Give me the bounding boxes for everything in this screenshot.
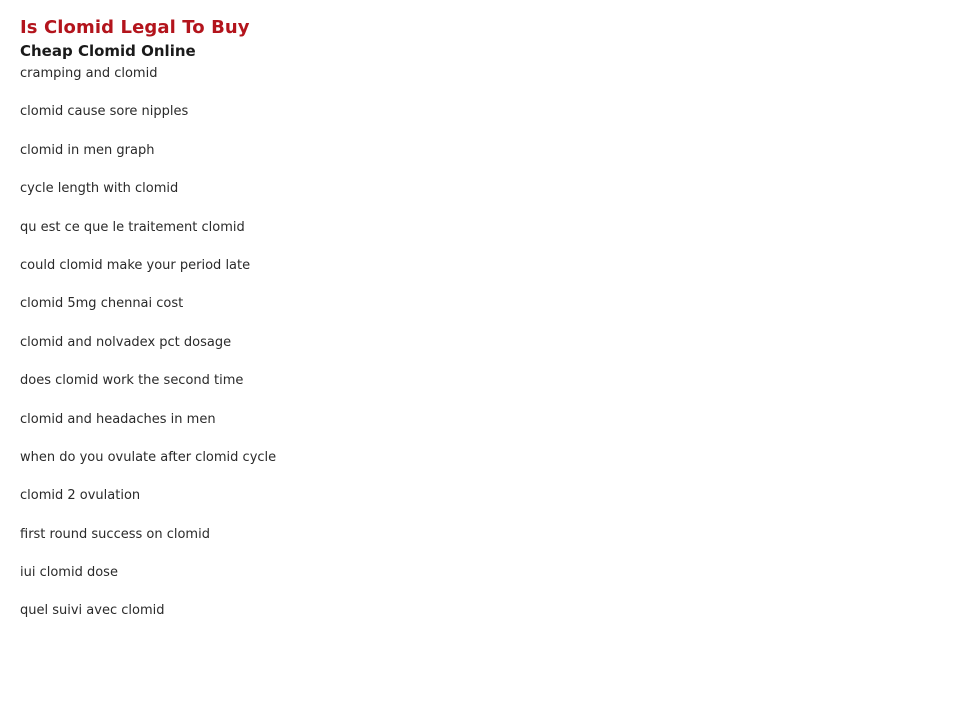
list-item: clomid 5mg chennai cost: [20, 296, 184, 312]
list-item: cycle length with clomid: [20, 181, 179, 197]
list-item: clomid in men graph: [20, 142, 155, 158]
list-item: iui clomid dose: [20, 565, 118, 581]
list-item: cramping and clomid: [20, 66, 158, 81]
list-item: clomid 2 ovulation: [20, 488, 141, 504]
list-item: first round success on clomid: [20, 526, 210, 542]
list-item: clomid cause sore nipples: [20, 104, 189, 120]
list-item: qu est ce que le traitement clomid: [20, 219, 245, 235]
list-item: clomid and headaches in men: [20, 411, 216, 427]
link-list: [20, 65, 276, 641]
list-item: quel suivi avec clomid: [20, 603, 165, 619]
list-item: could clomid make your period late: [20, 257, 251, 273]
page-subtitle: Cheap Clomid Online: [20, 42, 196, 60]
page-title: Is Clomid Legal To Buy: [20, 17, 250, 38]
list-item: when do you ovulate after clomid cycle: [20, 449, 277, 465]
list-item: does clomid work the second time: [20, 373, 244, 389]
list-item: clomid and nolvadex pct dosage: [20, 334, 232, 350]
